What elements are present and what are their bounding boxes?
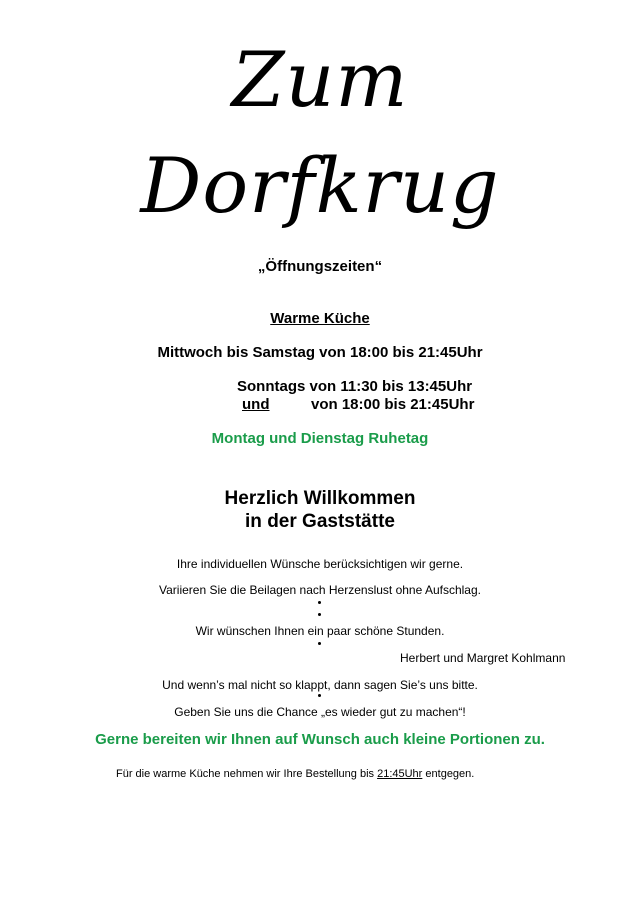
hours-wish-text: Wir wünschen Ihnen ein paar schöne Stunden. (195, 624, 445, 638)
warm-kitchen-heading: Warme Küche (270, 310, 370, 327)
closed-days: Montag und Dienstag Ruhetag (211, 430, 429, 447)
order-deadline (116, 768, 474, 780)
signature: Herbert und Margret Kohlmann (400, 651, 566, 665)
sunday-hours-line-2: von 18:00 bis 21:45Uhr (311, 396, 475, 413)
wishes-text: Ihre individuellen Wünsche berücksichtigen wir gerne. (176, 557, 464, 571)
separator-dot (318, 694, 321, 697)
welcome-line-2: in der Gaststätte (245, 511, 395, 532)
welcome-line-1: Herzlich Willkommen (224, 488, 416, 509)
separator-dot (318, 642, 321, 645)
order-deadline-time: 21:45Uhr (377, 768, 423, 780)
opening-hours-heading: „Öffnungszeiten“ (257, 258, 383, 275)
order-deadline-suffix: entgegen. (425, 768, 475, 780)
feedback-text: Und wenn’s mal nicht so klappt, dann sagen Sie’s uns bitte. (162, 678, 478, 692)
sunday-hours-line-1: Sonntags von 11:30 bis 13:45Uhr (237, 378, 473, 395)
sides-text: Variieren Sie die Beilagen nach Herzenslust ohne Aufschlag. (159, 583, 481, 597)
separator-dot (318, 601, 321, 604)
small-portions-text: Gerne bereiten wir Ihnen auf Wunsch auch kleine Portionen zu. (95, 731, 545, 748)
weekday-hours: Mittwoch bis Samstag von 18:00 bis 21:45Uhr (157, 344, 483, 361)
order-deadline-prefix: Für die warme Küche nehmen wir Ihre Bestellung bis (116, 768, 375, 780)
chance-text: Geben Sie uns die Chance „es wieder gut zu machen“! (174, 705, 466, 719)
separator-dot (318, 613, 321, 616)
sunday-and: und (242, 396, 270, 413)
title-line-1: Zum (231, 35, 409, 124)
title-line-2: Dorfkrug (140, 141, 500, 230)
